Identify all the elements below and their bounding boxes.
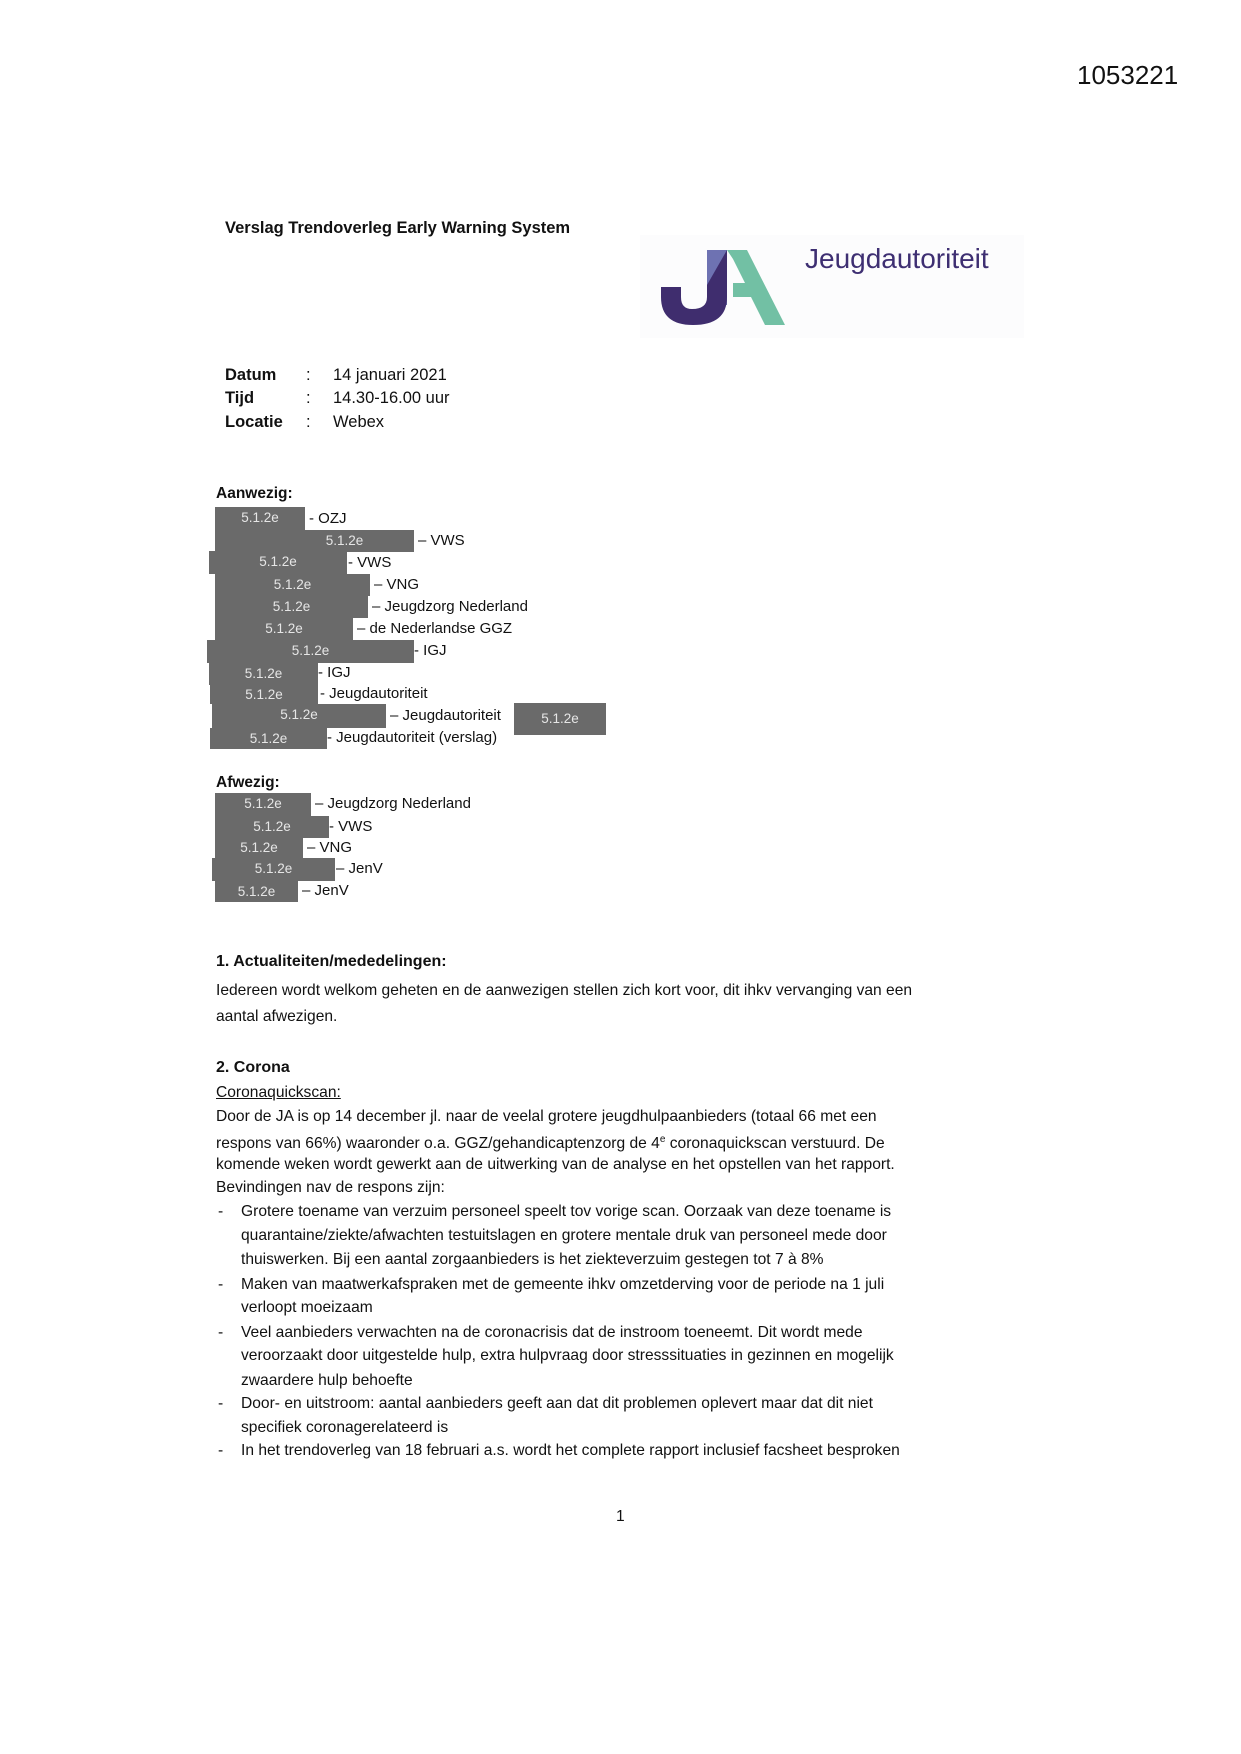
bullet-line: veroorzaakt door uitgestelde hulp, extra hulpvraag door stresssituaties in gezinnen en mogelijk <box>241 1347 894 1364</box>
redaction-box: 5.1.2e <box>215 881 298 902</box>
attendee-org: – VNG <box>374 576 420 593</box>
attendee-org: – de Nederlandse GGZ <box>357 620 513 637</box>
redaction-box: 5.1.2e <box>215 816 329 838</box>
bullet-marker: - <box>218 1442 224 1459</box>
absentee-org: – Jeugdzorg Nederland <box>315 795 471 812</box>
redaction-box: 5.1.2e <box>209 663 318 685</box>
bullet-line: quarantaine/ziekte/afwachten testuitslagen en grotere mentale druk van personeel mede door <box>241 1227 887 1244</box>
section2-line: Door de JA is op 14 december jl. naar de veelal grotere jeugdhulpaanbieders (totaal 66 met een <box>216 1108 877 1125</box>
bullet-line: Door- en uitstroom: aantal aanbieders geeft aan dat dit problemen oplevert maar dat dit niet <box>241 1395 873 1412</box>
bullet-marker: - <box>218 1324 224 1341</box>
attendee-org: - OZJ <box>309 510 347 527</box>
section2-line <box>216 1130 885 1154</box>
attendee-org: - Jeugdautoriteit <box>320 685 428 702</box>
ja-logo-icon <box>655 245 805 330</box>
bullet-line: Maken van maatwerkafspraken met de gemeente ihkv omzetderving voor de periode na 1 juli <box>241 1276 885 1293</box>
superscript: e <box>659 1134 666 1145</box>
bullet-line: specifiek coronagerelateerd is <box>241 1419 449 1436</box>
section1-heading: 1. Actualiteiten/mededelingen: <box>216 953 447 970</box>
attendee-org: – Jeugdautoriteit <box>390 707 501 724</box>
meta-label-datum: Datum <box>225 366 277 384</box>
bullet-line: In het trendoverleg van 18 februari a.s. wordt het complete rapport inclusief facsheet besproken <box>241 1442 900 1459</box>
meta-label-locatie: Locatie <box>225 413 283 431</box>
page-number: 1 <box>616 1508 625 1525</box>
redaction-box: 5.1.2e <box>215 507 305 531</box>
bullet-line: verloopt moeizaam <box>241 1299 373 1316</box>
attendee-org: – VWS <box>418 532 465 549</box>
redaction-box: 5.1.2e <box>215 530 414 552</box>
meta-sep: : <box>306 366 311 384</box>
redaction-box: 5.1.2e <box>215 574 370 596</box>
redaction-box-extra: 5.1.2e <box>514 703 606 735</box>
section1-line: aantal afwezigen. <box>216 1008 338 1025</box>
meta-value-locatie: Webex <box>333 413 385 431</box>
redaction-box: 5.1.2e <box>215 596 368 618</box>
section2-text: respons van 66%) waaronder o.a. GGZ/gehandicaptenzorg de 4 <box>216 1135 660 1153</box>
redaction-box: 5.1.2e <box>212 858 335 881</box>
bullet-line: zwaardere hulp behoefte <box>241 1372 413 1389</box>
document-number: 1053221 <box>1077 60 1179 90</box>
redaction-box: 5.1.2e <box>210 685 318 704</box>
section1-line: Iedereen wordt welkom geheten en de aanwezigen stellen zich kort voor, dit ihkv vervanging van een <box>216 982 913 999</box>
absentee-org: - VWS <box>329 818 373 835</box>
section2-line: Bevindingen nav de respons zijn: <box>216 1179 445 1196</box>
attendee-org: - IGJ <box>414 642 447 659</box>
redaction-box: 5.1.2e <box>210 728 327 749</box>
section2-line: komende weken wordt gewerkt aan de uitwerking van de analyse en het opstellen van het rapport. <box>216 1156 895 1173</box>
bullet-line: Veel aanbieders verwachten na de coronacrisis dat de instroom toeneemt. Dit wordt mede <box>241 1324 863 1341</box>
redaction-box: 5.1.2e <box>209 551 347 574</box>
present-heading: Aanwezig: <box>216 485 293 502</box>
attendee-org: - VWS <box>348 554 392 571</box>
redaction-box: 5.1.2e <box>215 618 353 640</box>
absentee-org: – JenV <box>302 882 349 899</box>
bullet-line: Grotere toename van verzuim personeel speelt tov vorige scan. Oorzaak van deze toename is <box>241 1203 892 1220</box>
logo-wordmark: Jeugdautoriteit <box>805 243 989 274</box>
attendee-org: – Jeugdzorg Nederland <box>372 598 528 615</box>
redaction-box: 5.1.2e <box>215 838 303 858</box>
section2-subheading: Coronaquickscan: <box>216 1084 341 1101</box>
meta-label-tijd: Tijd <box>225 389 255 407</box>
absent-heading: Afwezig: <box>216 774 280 791</box>
redaction-box: 5.1.2e <box>215 793 311 816</box>
document-title: Verslag Trendoverleg Early Warning System <box>225 219 571 237</box>
meta-sep: : <box>306 413 311 431</box>
absentee-org: – VNG <box>307 839 353 856</box>
redaction-box: 5.1.2e <box>207 640 414 663</box>
attendee-org: - IGJ <box>318 664 351 681</box>
section2-heading: 2. Corona <box>216 1059 290 1076</box>
meta-value-datum: 14 januari 2021 <box>333 366 447 384</box>
meta-value-tijd: 14.30-16.00 uur <box>333 389 450 407</box>
attendee-org: - Jeugdautoriteit (verslag) <box>327 729 498 746</box>
bullet-marker: - <box>218 1203 224 1220</box>
section2-text: coronaquickscan verstuurd. De <box>665 1135 885 1153</box>
meta-sep: : <box>306 389 311 407</box>
redaction-box: 5.1.2e <box>212 704 386 728</box>
bullet-line: thuiswerken. Bij een aantal zorgaanbieders is het ziekteverzuim gestegen tot 7 à 8% <box>241 1251 824 1268</box>
bullet-marker: - <box>218 1395 224 1412</box>
absentee-org: – JenV <box>336 860 383 877</box>
bullet-marker: - <box>218 1276 224 1293</box>
